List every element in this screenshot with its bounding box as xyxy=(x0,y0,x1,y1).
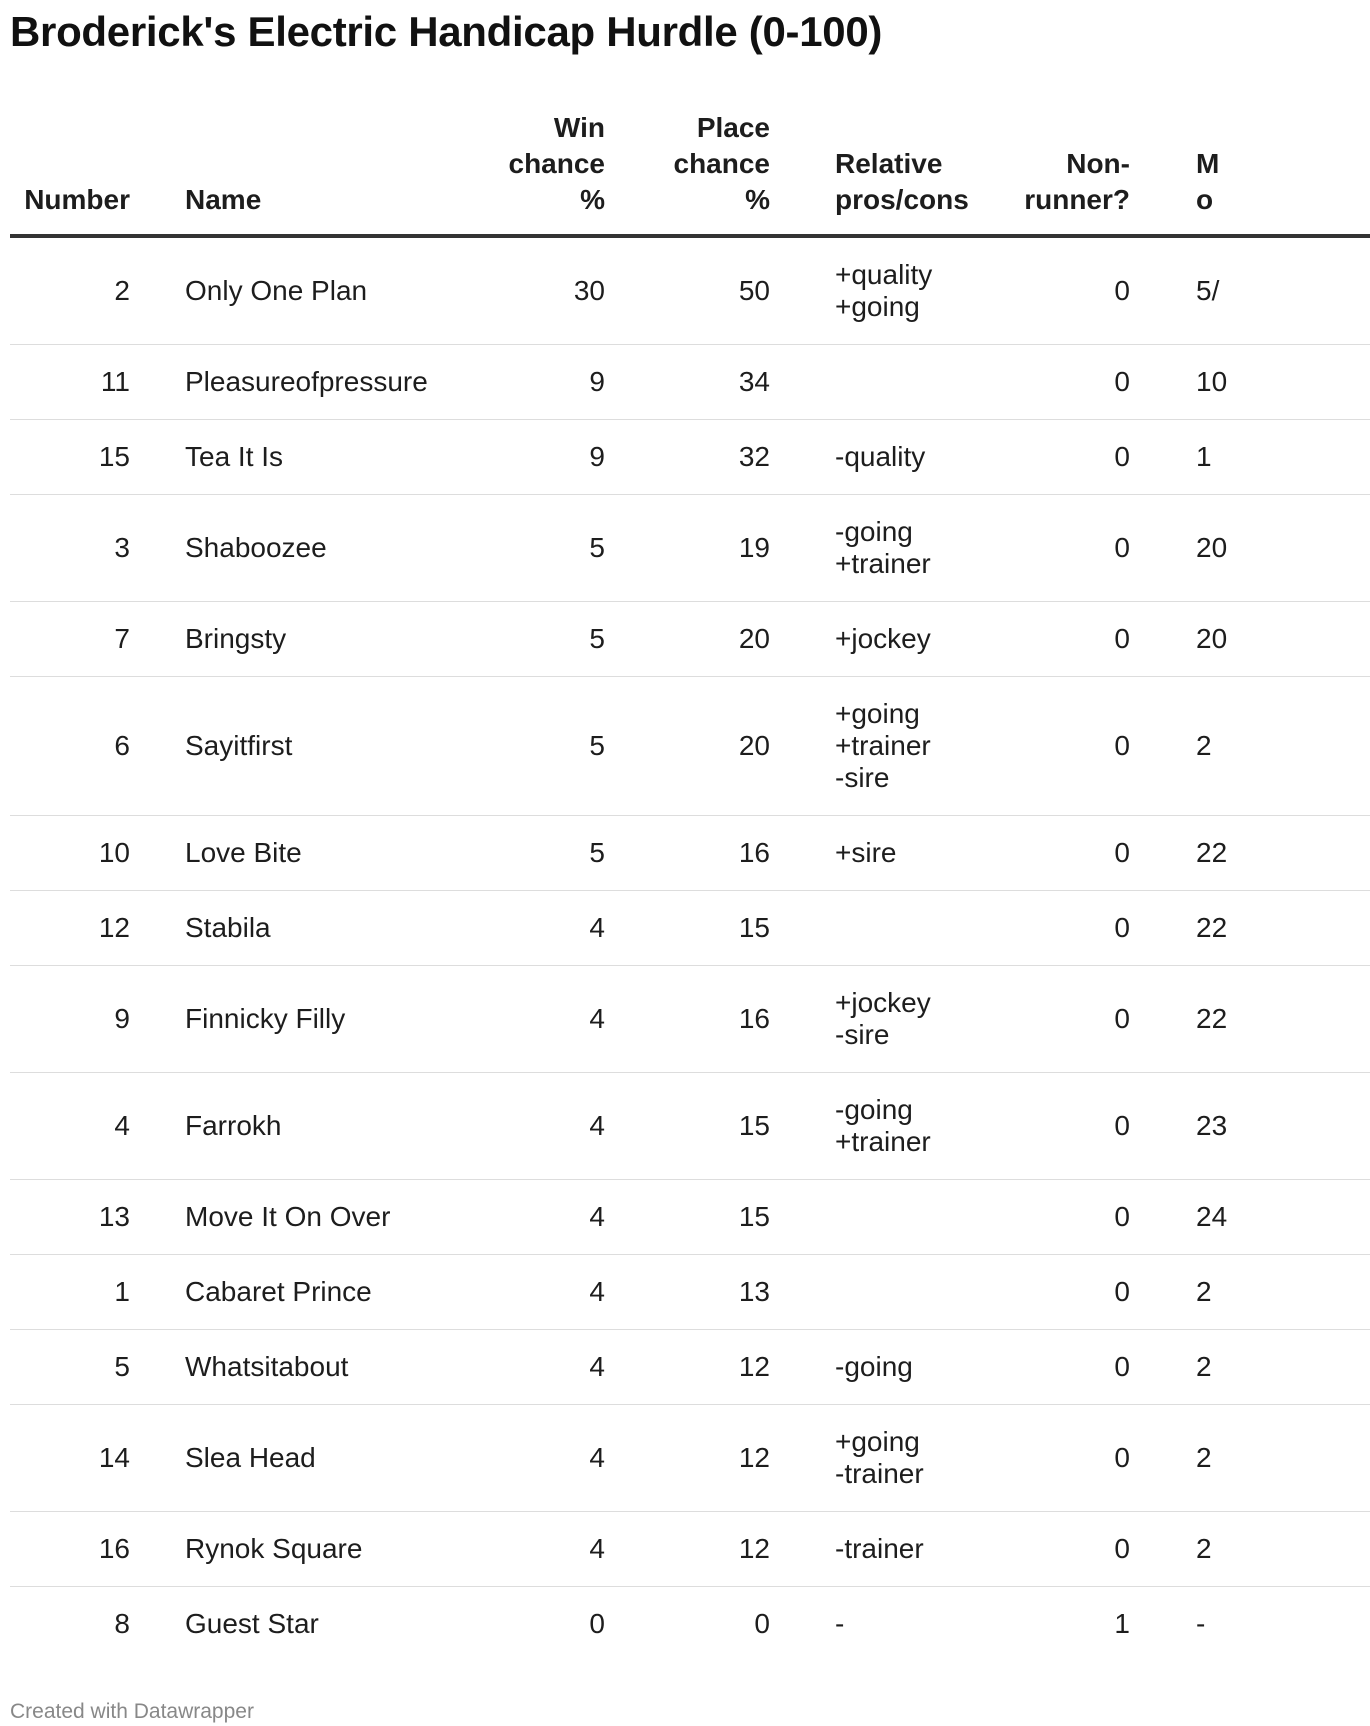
cell-win: 5 xyxy=(485,602,605,677)
cell-market: 2 xyxy=(1130,677,1370,816)
cell-win: 5 xyxy=(485,495,605,602)
cell-pros xyxy=(770,495,970,602)
cell-number: 13 xyxy=(10,1180,185,1255)
column-header-place xyxy=(605,110,770,236)
cell-name: Sayitfirst xyxy=(185,677,485,816)
cell-name: Only One Plan xyxy=(185,236,485,345)
table-row xyxy=(10,420,1370,495)
cell-market: 5/ xyxy=(1130,236,1370,345)
cell-win: 4 xyxy=(485,1330,605,1405)
column-header-line: M xyxy=(1196,148,1220,179)
cell-place: 32 xyxy=(605,420,770,495)
table-row xyxy=(10,1405,1370,1512)
cell-number: 1 xyxy=(10,1255,185,1330)
cell-number: 8 xyxy=(114,1608,130,1639)
cell-name: Bringsty xyxy=(185,602,485,677)
pros-cons-item: -sire xyxy=(835,1019,890,1050)
cell-place: 15 xyxy=(605,891,770,966)
cell-win: 5 xyxy=(485,816,605,891)
column-header-name xyxy=(185,110,485,236)
table-row xyxy=(10,677,1370,816)
column-header-line: Relative xyxy=(835,148,943,179)
cell-number: 3 xyxy=(10,495,185,602)
cell-name: Guest Star xyxy=(185,1608,319,1639)
cell-pros xyxy=(770,966,970,1073)
pros-cons-item: +going xyxy=(835,291,920,322)
cell-win: 30 xyxy=(485,236,605,345)
column-header-pros xyxy=(770,110,970,236)
column-header-line: chance xyxy=(673,148,770,179)
cell-name: Slea Head xyxy=(185,1405,485,1512)
pros-cons-item: -sire xyxy=(835,762,890,793)
column-header-number xyxy=(10,110,185,236)
cell-nonrunner: 1 xyxy=(1114,1608,1130,1639)
pros-cons-item: -going xyxy=(835,516,913,547)
column-header-line: % xyxy=(745,184,770,215)
pros-cons-item: -trainer xyxy=(835,1458,924,1489)
cell-pros xyxy=(770,420,970,495)
pros-cons-item: -quality xyxy=(835,441,926,472)
chart-title: Broderick's Electric Handicap Hurdle (0-100) xyxy=(10,8,883,55)
runners-table xyxy=(10,110,1370,1661)
cell-win: 9 xyxy=(485,345,605,420)
cell-nonrunner: 0 xyxy=(970,816,1130,891)
cell-number: 9 xyxy=(10,966,185,1073)
cell-pros xyxy=(770,1180,970,1255)
cell-win: 4 xyxy=(485,1405,605,1512)
table-row xyxy=(10,1255,1370,1330)
cell-number: 5 xyxy=(10,1330,185,1405)
table-body xyxy=(10,236,1370,1661)
cell-pros xyxy=(770,236,970,345)
cell-win: 4 xyxy=(485,1180,605,1255)
cell-market: 2 xyxy=(1130,1330,1370,1405)
cell-market: 2 xyxy=(1130,1405,1370,1512)
cell-market: 20 xyxy=(1130,495,1370,602)
cell-nonrunner: 0 xyxy=(970,495,1130,602)
cell-place: 20 xyxy=(605,602,770,677)
cell-number: 15 xyxy=(10,420,185,495)
table-row xyxy=(10,1330,1370,1405)
cell-win: 4 xyxy=(485,1255,605,1330)
cell-pros xyxy=(770,1587,970,1662)
pros-cons-item: +going xyxy=(835,1426,920,1457)
pros-cons-item: +quality xyxy=(835,259,933,290)
cell-win: 4 xyxy=(485,966,605,1073)
cell-number: 12 xyxy=(10,891,185,966)
table-row xyxy=(10,1512,1370,1587)
pros-cons-item: +trainer xyxy=(835,548,931,579)
cell-market: 2 xyxy=(1130,1512,1370,1587)
cell-pros xyxy=(770,1405,970,1512)
cell-market: 1 xyxy=(1130,420,1370,495)
cell-market: 20 xyxy=(1130,602,1370,677)
pros-cons-item: +sire xyxy=(835,837,897,868)
cell-name: Stabila xyxy=(185,891,485,966)
cell-win: 4 xyxy=(485,891,605,966)
cell-nonrunner: 0 xyxy=(970,1255,1130,1330)
table-row xyxy=(10,495,1370,602)
column-header-line: Name xyxy=(185,184,262,215)
pros-cons-item: -trainer xyxy=(835,1533,924,1564)
column-header-line: chance xyxy=(508,148,605,179)
table-row xyxy=(10,891,1370,966)
cell-name: Move It On Over xyxy=(185,1180,485,1255)
cell-place: 19 xyxy=(605,495,770,602)
cell-market: 22 xyxy=(1130,891,1370,966)
cell-place: 16 xyxy=(605,966,770,1073)
cell-place: 15 xyxy=(605,1073,770,1180)
cell-place: 12 xyxy=(605,1330,770,1405)
cell-name: Finnicky Filly xyxy=(185,966,485,1073)
cell-pros xyxy=(770,1512,970,1587)
cell-number: 4 xyxy=(10,1073,185,1180)
column-header-win xyxy=(485,110,605,236)
cell-market: 2 xyxy=(1130,1255,1370,1330)
cell-nonrunner: 0 xyxy=(970,345,1130,420)
cell-name: Farrokh xyxy=(185,1073,485,1180)
pros-cons-item: +jockey xyxy=(835,623,931,654)
cell-pros xyxy=(770,816,970,891)
cell-market: 23 xyxy=(1130,1073,1370,1180)
cell-name: Tea It Is xyxy=(185,420,485,495)
pros-cons-item: -going xyxy=(835,1094,913,1125)
column-header-line: Number xyxy=(24,184,130,215)
cell-place: 12 xyxy=(605,1405,770,1512)
cell-number: 6 xyxy=(10,677,185,816)
cell-win: 4 xyxy=(485,1073,605,1180)
header-row xyxy=(10,110,1370,236)
cell-nonrunner: 0 xyxy=(970,1073,1130,1180)
cell-pros xyxy=(770,1330,970,1405)
cell-win: 9 xyxy=(485,420,605,495)
pros-cons-item: +trainer xyxy=(835,1126,931,1157)
cell-win: 0 xyxy=(589,1608,605,1639)
cell-name: Whatsitabout xyxy=(185,1330,485,1405)
cell-number: 16 xyxy=(10,1512,185,1587)
cell-market: 22 xyxy=(1130,966,1370,1073)
pros-cons-item: +trainer xyxy=(835,730,931,761)
cell-nonrunner: 0 xyxy=(970,1180,1130,1255)
cell-pros xyxy=(770,677,970,816)
cell-win: 4 xyxy=(485,1512,605,1587)
table-row xyxy=(10,1073,1370,1180)
cell-name: Love Bite xyxy=(185,816,485,891)
cell-name: Pleasureofpressure xyxy=(185,345,485,420)
cell-place: 0 xyxy=(754,1608,770,1639)
cell-market: 10 xyxy=(1130,345,1370,420)
cell-place: 20 xyxy=(605,677,770,816)
pros-cons-item: +going xyxy=(835,698,920,729)
cell-nonrunner: 0 xyxy=(970,1330,1130,1405)
table-row xyxy=(10,966,1370,1073)
cell-nonrunner: 0 xyxy=(970,891,1130,966)
cell-nonrunner: 0 xyxy=(970,1512,1130,1587)
cell-number: 2 xyxy=(10,236,185,345)
cell-number: 14 xyxy=(10,1405,185,1512)
cell-market: 22 xyxy=(1130,816,1370,891)
cell-pros xyxy=(770,1073,970,1180)
cell-name: Shaboozee xyxy=(185,495,485,602)
cell-nonrunner: 0 xyxy=(970,677,1130,816)
table-row xyxy=(10,1587,1370,1662)
cell-pros xyxy=(770,345,970,420)
footer-credit: Created with Datawrapper xyxy=(10,1700,254,1723)
cell-place: 50 xyxy=(605,236,770,345)
cell-nonrunner: 0 xyxy=(970,420,1130,495)
table-container xyxy=(10,110,1228,1661)
table-row xyxy=(10,602,1370,677)
cell-win: 5 xyxy=(485,677,605,816)
cell-nonrunner: 0 xyxy=(970,236,1130,345)
cell-place: 13 xyxy=(605,1255,770,1330)
cell-place: 34 xyxy=(605,345,770,420)
table-row xyxy=(10,236,1370,345)
cell-number: 10 xyxy=(10,816,185,891)
cell-nonrunner: 0 xyxy=(970,1405,1130,1512)
table-row xyxy=(10,345,1370,420)
column-header-line: Non- xyxy=(1066,148,1130,179)
column-header-line: pros/cons xyxy=(835,184,969,215)
cell-name: Cabaret Prince xyxy=(185,1255,485,1330)
pros-cons-item: - xyxy=(835,1608,845,1639)
cell-number: 11 xyxy=(10,345,185,420)
cell-pros xyxy=(770,602,970,677)
cell-market: 24 xyxy=(1130,1180,1370,1255)
column-header-line: runner? xyxy=(1024,184,1130,215)
column-header-market xyxy=(1130,110,1370,236)
column-header-line: o xyxy=(1196,184,1214,215)
cell-market: - xyxy=(1196,1608,1206,1639)
column-header-line: % xyxy=(580,184,605,215)
cell-name: Rynok Square xyxy=(185,1512,485,1587)
cell-pros xyxy=(770,1255,970,1330)
cell-nonrunner: 0 xyxy=(970,966,1130,1073)
cell-nonrunner: 0 xyxy=(970,602,1130,677)
cell-place: 15 xyxy=(605,1180,770,1255)
cell-place: 12 xyxy=(605,1512,770,1587)
column-header-line: Place xyxy=(696,112,770,143)
pros-cons-item: +jockey xyxy=(835,987,931,1018)
column-header-nonrunner xyxy=(970,110,1130,236)
cell-pros xyxy=(770,891,970,966)
cell-place: 16 xyxy=(605,816,770,891)
cell-number: 7 xyxy=(10,602,185,677)
pros-cons-item: -going xyxy=(835,1351,913,1382)
table-row xyxy=(10,1180,1370,1255)
table-row xyxy=(10,816,1370,891)
column-header-line: Win xyxy=(553,112,605,143)
